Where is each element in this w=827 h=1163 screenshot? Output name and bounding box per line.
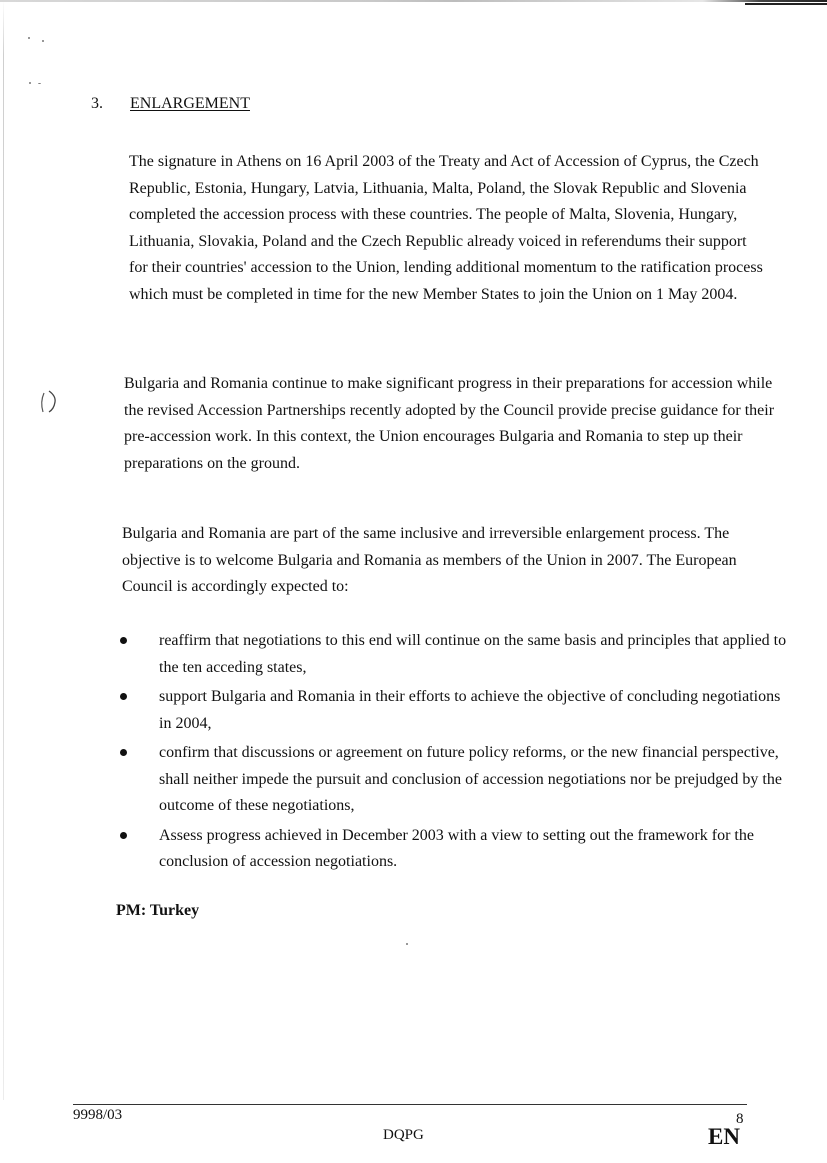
document-reference: 9998/03 (73, 1107, 123, 1123)
section-title: ENLARGEMENT (130, 95, 250, 112)
expectations-list (116, 628, 796, 879)
section-number: 3. (91, 95, 103, 112)
scan-top-edge (0, 0, 827, 2)
page-number: 8 (736, 1111, 744, 1127)
list-item-text: Assess progress achieved in December 2003 with a view to setting out the framework for the conclusion of accession negotiations. (159, 826, 754, 870)
scan-speck (42, 40, 44, 42)
scan-speck (38, 83, 41, 84)
bullet-icon (120, 749, 127, 756)
footer-divider (73, 1104, 747, 1105)
list-item-text: confirm that discussions or agreement on future policy reforms, or the new financial perspective, shall neither impede the pursuit and conclusion of accession negotiations nor be prejudged by the outcome of these negotiations, (159, 744, 782, 814)
paragraph-enlargement-objective: Bulgaria and Romania are part of the same inclusive and irreversible enlargement process. The objective is to welcome Bulgaria and Romania as members of the Union in 2007. The European Council is accordingly expected to: (122, 525, 737, 595)
scan-top-edge-dark (745, 3, 827, 5)
paragraph-treaty-signature: The signature in Athens on 16 April 2003 of the Treaty and Act of Accession of Cyprus, the Czech Republic, Estonia, Hungary, Latvia, Lithuania, Malta, Poland, the Slovak Republic and Slovenia completed the accession process with these countries. The people of Malta, Slovenia, Hungary, Lithuania, Slovakia, Poland and the Czech Republic already voiced in referendums their support for their countries' accession to the Union, lending additional momentum to the ratification process which must be completed in time for the new Member States to join the Union on 1 May 2004. (129, 153, 763, 303)
list-item-text: support Bulgaria and Romania in their efforts to achieve the objective of concluding negotiations in 2004, (159, 688, 781, 732)
list-item (116, 740, 796, 820)
list-item (116, 628, 796, 681)
section-heading (91, 93, 250, 115)
list-item (116, 684, 796, 737)
scan-speck (29, 82, 31, 84)
scan-left-edge (3, 0, 4, 1100)
list-item (116, 823, 796, 876)
list-item-text: reaffirm that negotiations to this end will continue on the same basis and principles that applied to the ten acceding states, (159, 632, 787, 676)
scan-speck (406, 943, 408, 945)
bullet-icon (120, 832, 127, 839)
subheading-turkey: PM: Turkey (116, 902, 200, 919)
bullet-icon (120, 637, 127, 644)
language-code: EN (708, 1124, 740, 1149)
department-code: DQPG (383, 1127, 424, 1143)
scan-speck (28, 37, 30, 39)
paragraph-bulgaria-romania-progress: Bulgaria and Romania continue to make significant progress in their preparations for accession while the revised Accession Partnerships recently adopted by the Council provide precise guidance for their pre-accession work. In this context, the Union encourages Bulgaria and Romania to step up their preparations on the ground. (124, 375, 775, 472)
bullet-icon (120, 693, 127, 700)
punch-hole-icon (37, 388, 59, 416)
